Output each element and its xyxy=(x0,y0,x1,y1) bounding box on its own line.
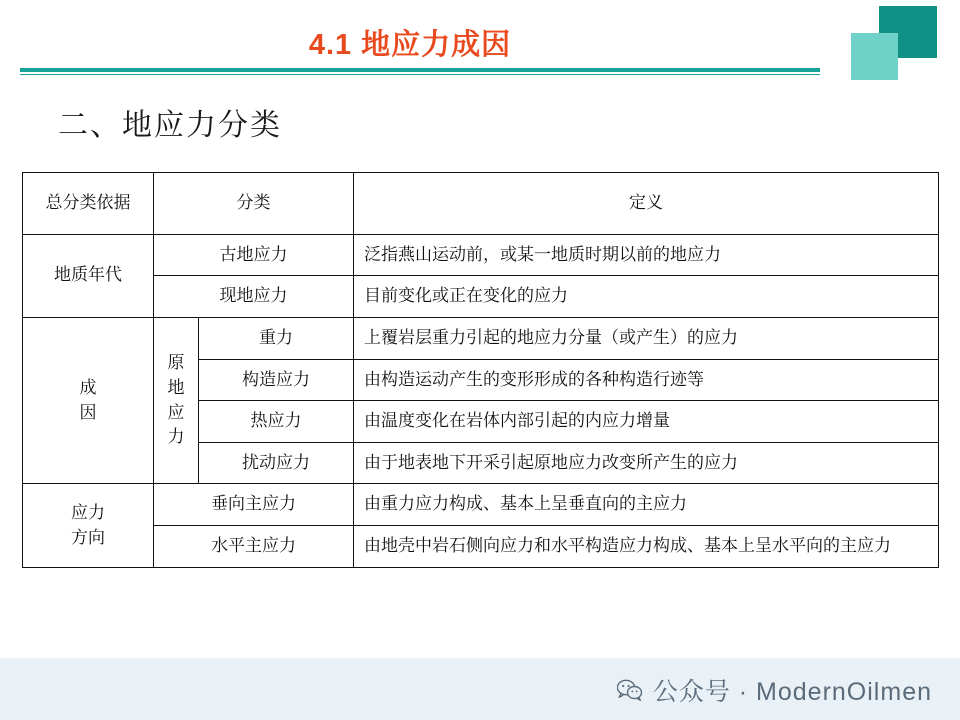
footer-content xyxy=(617,672,932,708)
category-cell: 构造应力 xyxy=(199,359,354,401)
decorative-square-light-icon xyxy=(851,33,898,80)
basis-cell-direction xyxy=(23,484,154,567)
definition-cell: 由地壳中岩石侧向应力和水平构造应力构成、基本上呈水平向的主应力 xyxy=(354,526,939,568)
basis-direction-line2: 方向 xyxy=(71,527,105,547)
header-rule-thick xyxy=(20,68,820,72)
definition-cell: 由重力应力构成、基本上呈垂直向的主应力 xyxy=(354,484,939,526)
group-char-2: 地 xyxy=(167,378,185,398)
basis-cause-line1: 成 xyxy=(79,378,97,398)
definition-cell: 由于地表地下开采引起原地应力改变所产生的应力 xyxy=(354,442,939,484)
table-row xyxy=(23,484,939,526)
classification-table xyxy=(22,172,939,568)
footer-label: 公众号 · ModernOilmen xyxy=(652,678,932,706)
definition-cell: 上覆岩层重力引起的地应力分量（或产生）的应力 xyxy=(354,317,939,359)
category-cell: 垂向主应力 xyxy=(154,484,354,526)
footer-bar xyxy=(0,658,960,720)
basis-cause-line2: 因 xyxy=(79,402,97,422)
category-cell: 现地应力 xyxy=(154,276,354,318)
group-char-1: 原 xyxy=(167,353,185,373)
column-header-category: 分类 xyxy=(154,173,354,235)
table-row xyxy=(23,317,939,359)
column-header-definition: 定义 xyxy=(354,173,939,235)
header-rule-thin xyxy=(20,74,820,75)
page-title: 4.1 地应力成因 xyxy=(308,29,512,61)
basis-cell-cause xyxy=(23,317,154,484)
category-cell: 扰动应力 xyxy=(199,442,354,484)
category-cell: 重力 xyxy=(199,317,354,359)
category-cell: 水平主应力 xyxy=(154,526,354,568)
table-row xyxy=(23,276,939,318)
category-cell: 古地应力 xyxy=(154,234,354,276)
group-char-3: 应 xyxy=(167,402,185,422)
basis-cell-geologic-age: 地质年代 xyxy=(23,234,154,317)
definition-cell: 由构造运动产生的变形形成的各种构造行迹等 xyxy=(354,359,939,401)
group-char-4: 力 xyxy=(167,427,185,447)
column-header-basis: 总分类依据 xyxy=(23,173,154,235)
wechat-icon xyxy=(617,679,643,701)
slide-header xyxy=(0,0,960,82)
section-heading: 二、地应力分类 xyxy=(58,109,282,142)
table-header-row xyxy=(23,173,939,235)
table-row xyxy=(23,234,939,276)
classification-table-wrapper xyxy=(22,172,938,568)
category-cell: 热应力 xyxy=(199,401,354,443)
table-row xyxy=(23,526,939,568)
definition-cell: 由温度变化在岩体内部引起的内应力增量 xyxy=(354,401,939,443)
basis-direction-line1: 应力 xyxy=(71,502,105,522)
definition-cell: 目前变化或正在变化的应力 xyxy=(354,276,939,318)
group-cell-in-situ-stress xyxy=(154,317,199,484)
definition-cell: 泛指燕山运动前，或某一地质时期以前的地应力 xyxy=(354,234,939,276)
